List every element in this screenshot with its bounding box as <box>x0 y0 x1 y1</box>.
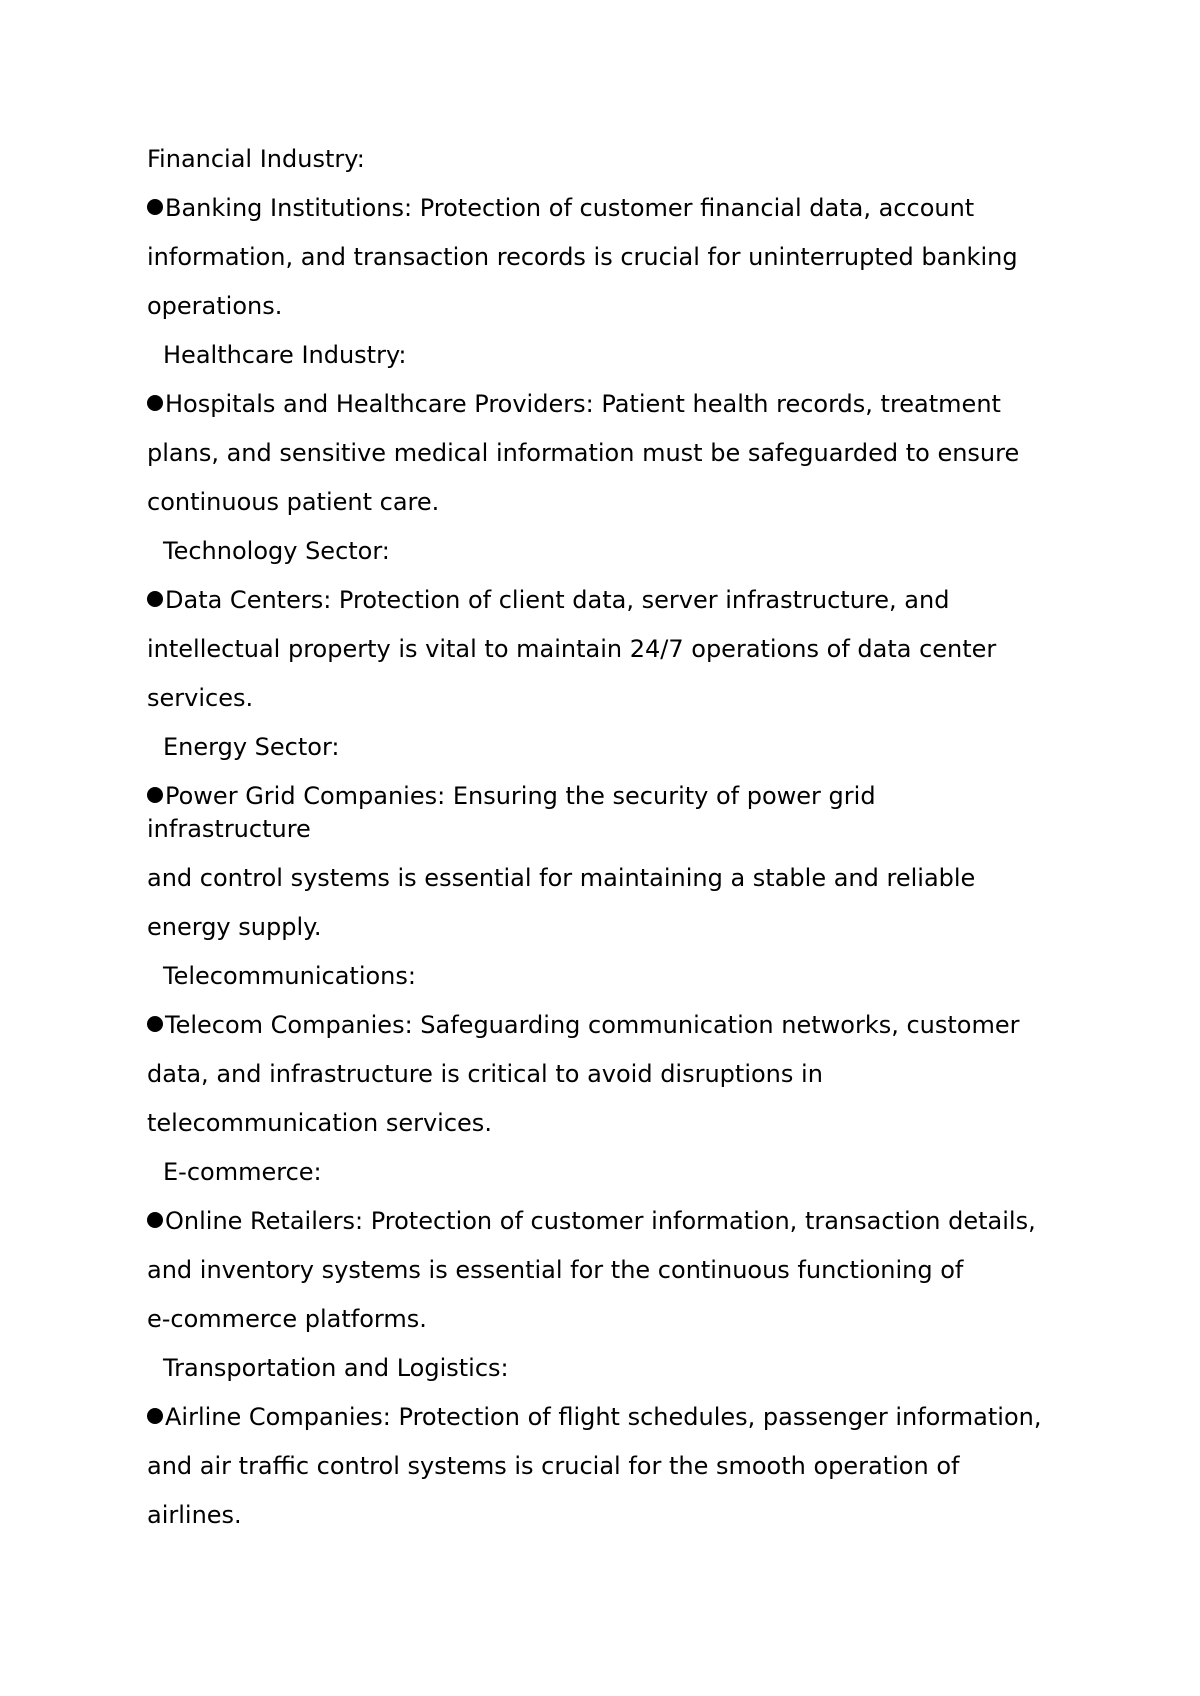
bullet-icon <box>147 1408 163 1424</box>
bullet-item-power-grid <box>147 781 876 811</box>
text-line: intellectual property is vital to maintain 24/7 operations of data center <box>147 635 997 663</box>
text-line: energy supply. <box>147 913 322 941</box>
bullet-text: Telecom Companies: Safeguarding communication networks, customer <box>165 1011 1020 1039</box>
section-heading-financial: Financial Industry: <box>147 145 365 173</box>
text-line: infrastructure <box>147 815 311 843</box>
bullet-icon <box>147 1016 163 1032</box>
bullet-item-telecom <box>147 1010 1020 1040</box>
section-heading-ecommerce: E-commerce: <box>163 1158 322 1186</box>
text-line: telecommunication services. <box>147 1109 492 1137</box>
bullet-icon <box>147 787 163 803</box>
text-line: and control systems is essential for maintaining a stable and reliable <box>147 864 976 892</box>
bullet-icon <box>147 199 163 215</box>
text-line: information, and transaction records is crucial for uninterrupted banking <box>147 243 1018 271</box>
bullet-item-banking <box>147 193 974 223</box>
bullet-text: Banking Institutions: Protection of customer financial data, account <box>165 194 975 222</box>
text-line: and inventory systems is essential for the continuous functioning of <box>147 1256 964 1284</box>
bullet-icon <box>147 591 163 607</box>
section-heading-transportation: Transportation and Logistics: <box>163 1354 509 1382</box>
text-line: e-commerce platforms. <box>147 1305 427 1333</box>
section-heading-telecommunications: Telecommunications: <box>163 962 416 990</box>
bullet-text: Data Centers: Protection of client data, server infrastructure, and <box>165 586 950 614</box>
bullet-item-airlines <box>147 1402 1041 1432</box>
bullet-icon <box>147 1212 163 1228</box>
bullet-item-online-retailers <box>147 1206 1036 1236</box>
bullet-text: Online Retailers: Protection of customer information, transaction details, <box>165 1207 1036 1235</box>
text-line: continuous patient care. <box>147 488 440 516</box>
text-line: airlines. <box>147 1501 242 1529</box>
section-heading-healthcare: Healthcare Industry: <box>163 341 407 369</box>
bullet-text: Airline Companies: Protection of flight schedules, passenger information, <box>165 1403 1042 1431</box>
bullet-icon <box>147 395 163 411</box>
bullet-item-hospitals <box>147 389 1001 419</box>
text-line: plans, and sensitive medical information must be safeguarded to ensure <box>147 439 1020 467</box>
bullet-item-data-centers <box>147 585 949 615</box>
text-line: and air traffic control systems is crucial for the smooth operation of <box>147 1452 960 1480</box>
bullet-text: Power Grid Companies: Ensuring the security of power grid <box>165 782 876 810</box>
text-line: data, and infrastructure is critical to avoid disruptions in <box>147 1060 823 1088</box>
bullet-text: Hospitals and Healthcare Providers: Patient health records, treatment <box>165 390 1001 418</box>
text-line: operations. <box>147 292 283 320</box>
section-heading-technology: Technology Sector: <box>163 537 390 565</box>
section-heading-energy: Energy Sector: <box>163 733 340 761</box>
text-line: services. <box>147 684 254 712</box>
